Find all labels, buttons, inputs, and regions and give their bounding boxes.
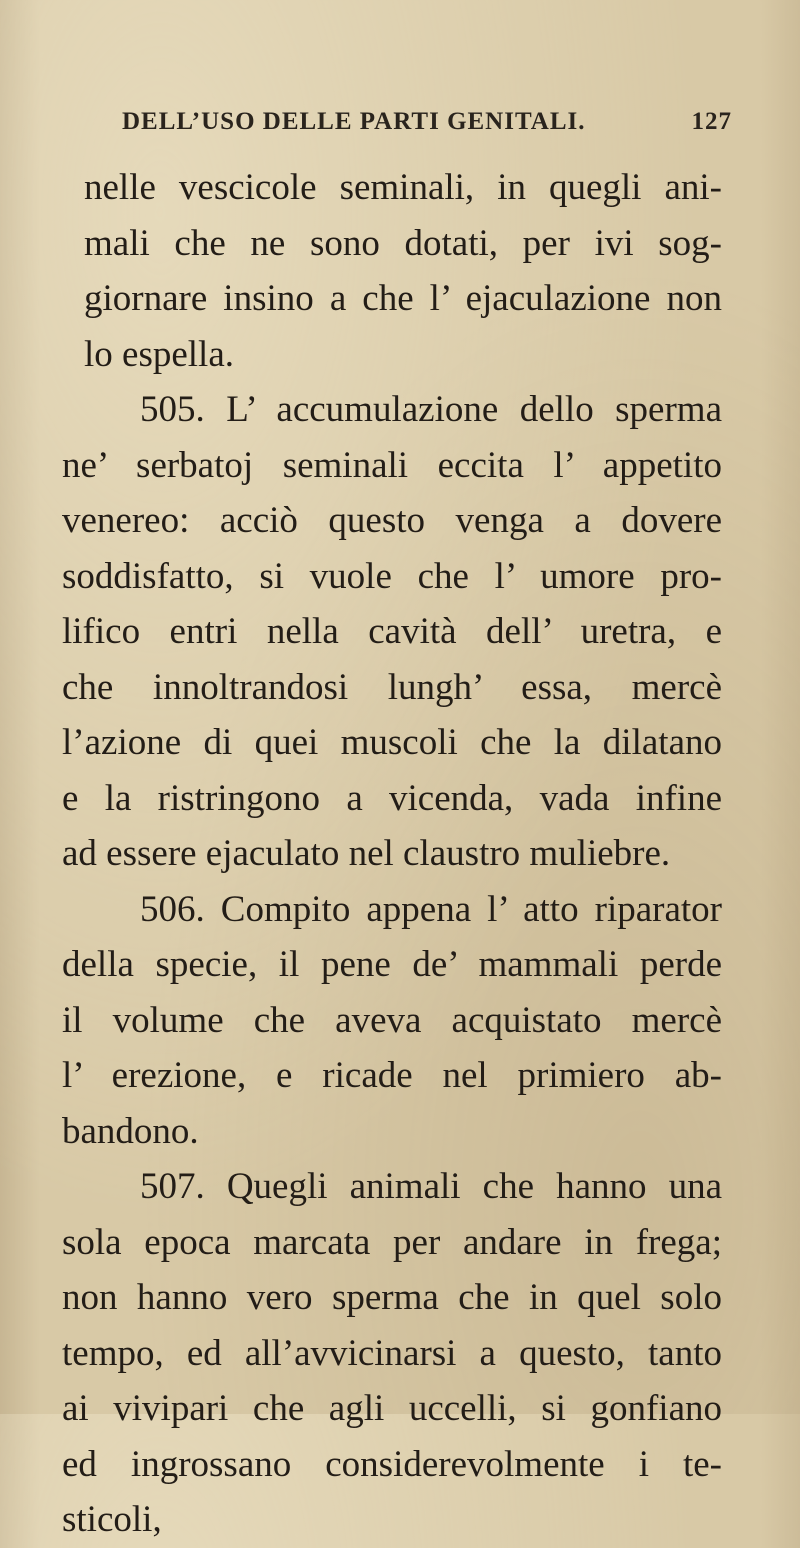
text-line: lifico entri nella cavità dell’ uretra, e [62, 611, 722, 652]
text-line: ed ingrossano considerevolmente i te- [62, 1443, 722, 1485]
text-line: che innoltrandosi lungh’ essa, mercè [62, 666, 722, 708]
paragraph-507-start: 507. Quegli animali che hanno una [140, 1166, 722, 1207]
text-line: mali che ne sono dotati, per ivi sog- [84, 222, 722, 264]
text-line: venereo: acciò questo venga a dovere [62, 500, 722, 541]
text-line: e la ristringono a vicenda, vada infine [62, 777, 722, 819]
text-line: sticoli, [62, 1499, 162, 1540]
text-line: ad essere ejaculato nel claustro muliebre. [62, 833, 671, 874]
text-line: ne’ serbatoj seminali eccita l’ appetito [62, 444, 722, 486]
paragraph-505-start: 505. L’ accumulazione dello sperma [140, 389, 722, 430]
page-number: 127 [691, 108, 732, 135]
text-line: tempo, ed all’avvicinarsi a questo, tanto [62, 1332, 722, 1374]
text-line: non hanno vero sperma che in quel solo [62, 1277, 722, 1318]
text-line: della specie, il pene de’ mammali perde [62, 944, 722, 985]
text-line: il volume che aveva acquistato mercè [62, 999, 722, 1041]
running-title: DELL’USO DELLE PARTI GENITALI. [122, 108, 586, 135]
text-line: ai vivipari che agli uccelli, si gonfiano [62, 1388, 722, 1429]
body-text [62, 160, 722, 1548]
text-line: lo espella. [84, 333, 235, 375]
text-line: l’ erezione, e ricade nel primiero ab- [62, 1055, 722, 1096]
text-line: l’azione di quei muscoli che la dilatano [62, 722, 722, 763]
running-head [112, 108, 732, 148]
paragraph-506-start: 506. Compito appena l’ atto riparator [140, 888, 722, 930]
text-line: nelle vescicole seminali, in quegli ani- [84, 167, 722, 208]
text-line: soddisfatto, si vuole che l’ umore pro- [62, 555, 722, 597]
text-line: bandono. [62, 1110, 199, 1152]
text-line: giornare insino a che l’ ejaculazione non [84, 278, 722, 319]
text-line: sola epoca marcata per andare in frega; [62, 1221, 722, 1263]
